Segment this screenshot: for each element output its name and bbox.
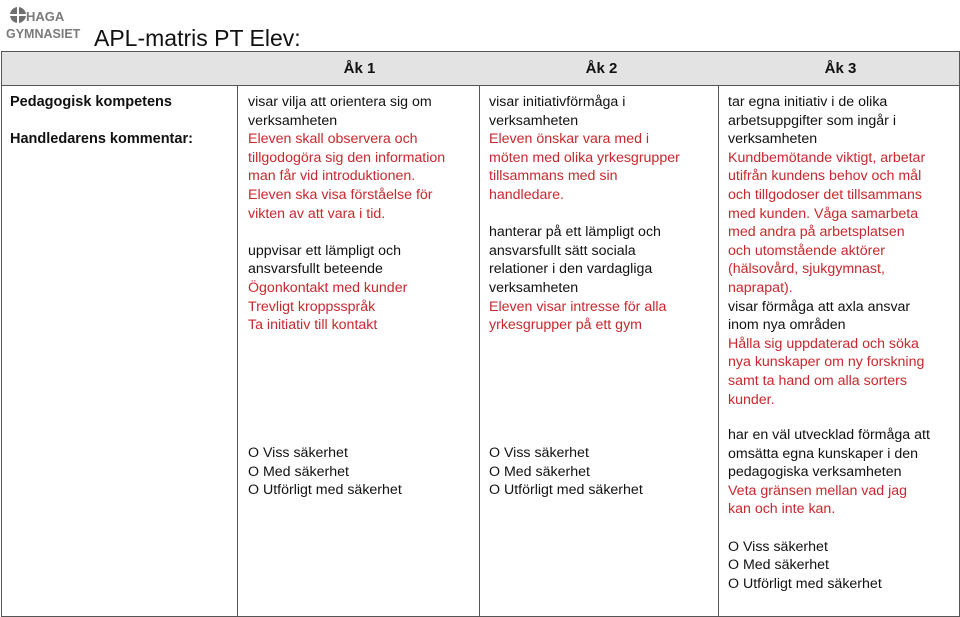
option-med-sakerhet[interactable]: O Med säkerhet <box>489 463 590 480</box>
cell-ak2-criteria <box>489 93 680 335</box>
example-text: naprapat). <box>728 279 793 296</box>
example-text: Hålla sig uppdaterad och söka <box>728 335 919 352</box>
criterion-text: arbetsuppgifter som ingår i <box>728 112 896 129</box>
logo-line-1: HAGA <box>26 9 65 24</box>
example-text: yrkesgrupper på ett gym <box>489 317 642 334</box>
column-header-ak2: Åk 2 <box>585 60 618 77</box>
example-text: och tillgodoser det tillsammans <box>728 186 922 203</box>
criterion-text: ansvarsfullt beteende <box>248 261 383 278</box>
example-text: Eleven visar intresse för alla <box>489 298 667 315</box>
criterion-text: uppvisar ett lämpligt och <box>248 242 401 259</box>
example-text: vikten av att vara i tid. <box>248 205 386 222</box>
criterion-text: pedagogiska verksamheten <box>728 464 902 481</box>
criterion-text: ansvarsfullt sätt sociala <box>489 242 636 259</box>
criterion-text: tar egna initiativ i de olika <box>728 94 888 110</box>
option-viss-sakerhet[interactable]: O Viss säkerhet <box>248 445 348 461</box>
example-text-part: Våga samarbeta <box>813 205 919 222</box>
logo-line-2: GYMNASIET <box>6 27 81 41</box>
option-viss-sakerhet[interactable]: O Viss säkerhet <box>728 538 828 555</box>
option-utforligt-med-sakerhet[interactable]: O Utförligt med säkerhet <box>248 482 402 499</box>
example-text: Eleven skall observera och <box>248 131 418 148</box>
option-utforligt-med-sakerhet[interactable]: O Utförligt med säkerhet <box>728 575 882 592</box>
school-logo <box>4 4 86 48</box>
example-text-part: med kunden. <box>728 205 811 222</box>
column-divider <box>237 86 238 616</box>
example-text: Veta gränsen mellan vad jag <box>728 482 908 499</box>
criterion-text: visar vilja att orientera sig om <box>248 94 432 110</box>
example-text: Ögonkontakt med kunder <box>248 279 408 296</box>
example-text: Ta initiativ till kontakt <box>248 317 378 334</box>
competence-label: Pedagogisk kompetens <box>10 94 172 110</box>
cell-ak1-assessment <box>248 444 402 500</box>
table-header-row <box>2 52 959 86</box>
example-text: samt ta hand om alla sorters <box>728 372 907 389</box>
column-header-ak1: Åk 1 <box>343 60 376 77</box>
supervisor-comment-label: Handledarens kommentar: <box>10 130 193 147</box>
example-text: man får vid introduktionen. <box>248 168 416 185</box>
example-text: Kundbemötande viktigt, arbetar <box>728 149 926 166</box>
cell-ak1-criteria <box>248 93 445 335</box>
column-header-ak3: Åk 3 <box>824 60 857 77</box>
criterion-text: relationer i den vardagliga <box>489 261 653 278</box>
page-title: APL-matris PT Elev: <box>94 25 301 51</box>
example-text: kan och inte kan. <box>728 501 836 518</box>
example-text: kunder. <box>728 391 775 408</box>
example-text: Eleven ska visa förståelse för <box>248 186 433 203</box>
criterion-text: har en väl utvecklad förmåga att <box>728 427 930 443</box>
example-text: (hälsovård, sjukgymnast, <box>728 261 885 278</box>
column-divider <box>718 86 719 616</box>
example-text: handledare. <box>489 186 564 203</box>
cell-ak3-criteria <box>728 93 925 409</box>
apl-matrix-table <box>1 51 960 617</box>
column-divider <box>479 86 480 616</box>
example-text: utifrån kundens behov och mål <box>728 168 922 185</box>
option-utforligt-med-sakerhet[interactable]: O Utförligt med säkerhet <box>489 482 643 499</box>
example-text: möten med olika yrkesgrupper <box>489 149 680 166</box>
example-text: Trevligt kroppsspråk <box>248 298 376 315</box>
criterion-text: visar initiativförmåga i <box>489 94 626 110</box>
criterion-text: verksamheten <box>489 279 579 296</box>
cell-ak2-assessment <box>489 444 643 500</box>
example-text: med andra på arbetsplatsen <box>728 224 905 241</box>
criterion-text: verksamheten <box>728 131 818 148</box>
criterion-text: verksamheten <box>248 112 338 129</box>
option-med-sakerhet[interactable]: O Med säkerhet <box>248 463 349 480</box>
example-text: Eleven önskar vara med i <box>489 131 650 148</box>
criterion-text: verksamheten <box>489 112 579 129</box>
criterion-text: hanterar på ett lämpligt och <box>489 224 661 241</box>
criterion-text: visar förmåga att axla ansvar <box>728 298 911 315</box>
option-viss-sakerhet[interactable]: O Viss säkerhet <box>489 445 589 461</box>
example-text: tillsammans med sin <box>489 168 618 185</box>
criterion-text: omsätta egna kunskaper i den <box>728 445 919 462</box>
example-text: tillgodogöra sig den information <box>248 149 446 166</box>
criterion-text: inom nya områden <box>728 317 846 334</box>
row-labels <box>10 93 193 148</box>
example-text: nya kunskaper om ny forskning <box>728 354 925 371</box>
example-text <box>728 205 925 224</box>
cell-ak3-assessment <box>728 426 930 593</box>
option-med-sakerhet[interactable]: O Med säkerhet <box>728 557 829 574</box>
example-text: och utomstående aktörer <box>728 242 885 259</box>
